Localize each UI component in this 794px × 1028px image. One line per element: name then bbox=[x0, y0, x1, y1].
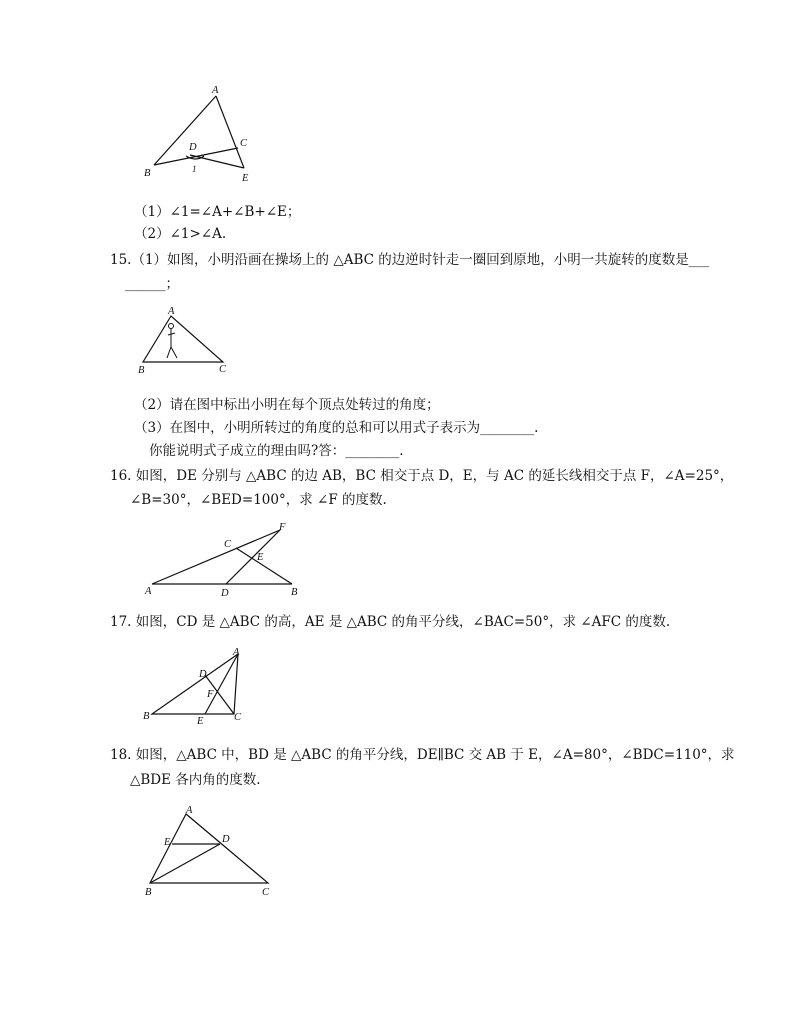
q14-label-C: C bbox=[240, 138, 248, 149]
q16-question-cont: ∠B=30°，∠BED=100°，求 ∠F 的度数. bbox=[130, 492, 387, 508]
q15-item3-cont: 你能说明式子成立的理由吗?答：________. bbox=[149, 443, 404, 459]
q18-label-B: B bbox=[145, 887, 152, 898]
q17-triangle bbox=[152, 654, 238, 714]
q18-label-E: E bbox=[164, 837, 171, 848]
q14-label-A: A bbox=[212, 85, 219, 96]
q16-seg-DF bbox=[226, 530, 280, 584]
q16-label-A: A bbox=[145, 586, 152, 597]
q17-label-B: B bbox=[143, 711, 150, 722]
q16-label-B: B bbox=[291, 587, 298, 598]
q18-question: 18. 如图，△ABC 中，BD 是 △ABC 的角平分线，DE∥BC 交 AB 于 E，∠A=80°，∠BDC=110°，求 bbox=[110, 747, 735, 763]
q17-question: 17. 如图，CD 是 △ABC 的高，AE 是 △ABC 的角平分线，∠BAC=50°，求 ∠AFC 的度数. bbox=[110, 614, 671, 630]
q14-label-E: E bbox=[242, 173, 249, 184]
q15-item3: （3）在图中，小明所转过的角度的总和可以用式子表示为________. bbox=[134, 420, 539, 436]
q15-label-C: C bbox=[219, 364, 227, 375]
q18-figure bbox=[140, 802, 280, 900]
q17-figure bbox=[140, 644, 252, 728]
q15-triangle bbox=[143, 316, 223, 362]
q16-label-E: E bbox=[257, 552, 264, 563]
q18-question-cont: △BDE 各内角的度数. bbox=[130, 772, 261, 788]
q17-label-F: F bbox=[207, 689, 214, 700]
q15-question: 15.（1）如图，小明沿画在操场上的 △ABC 的边逆时针走一圈回到原地，小明一共旋转的度数是___ bbox=[110, 252, 710, 268]
q15-figure bbox=[135, 304, 235, 376]
q16-label-F: F bbox=[279, 522, 286, 533]
q15-label-A: A bbox=[168, 306, 175, 317]
q18-label-C: C bbox=[262, 887, 270, 898]
q14-label-1: 1 bbox=[192, 164, 197, 174]
q16-figure bbox=[140, 520, 310, 600]
q14-seg-AE bbox=[216, 96, 244, 168]
q16-label-C: C bbox=[224, 539, 232, 550]
q14-item1: （1）∠1=∠A+∠B+∠E； bbox=[134, 204, 301, 220]
q18-label-A: A bbox=[186, 805, 193, 816]
q14-seg-DE bbox=[190, 155, 244, 168]
q15-label-B: B bbox=[138, 365, 145, 376]
q17-label-E: E bbox=[197, 716, 204, 727]
q17-label-A: A bbox=[233, 647, 240, 658]
q17-seg-AE bbox=[205, 654, 238, 714]
q14-label-D: D bbox=[189, 142, 197, 153]
q17-label-C: C bbox=[234, 712, 242, 723]
q18-label-D: D bbox=[222, 834, 230, 845]
q14-item2: （2）∠1>∠A. bbox=[134, 226, 227, 242]
q15-item2: （2）请在图中标出小明在每个顶点处转过的角度； bbox=[134, 397, 440, 413]
q16-label-D: D bbox=[221, 588, 229, 599]
q15-question-cont: ______； bbox=[125, 276, 179, 292]
walker-figure bbox=[167, 324, 177, 359]
q17-label-D: D bbox=[199, 669, 207, 680]
q14-figure bbox=[140, 82, 270, 192]
q14-label-B: B bbox=[144, 168, 151, 179]
q16-question: 16. 如图，DE 分别与 △ABC 的边 AB，BC 相交于点 D，E，与 AC 的延长线相交于点 F，∠A=25°， bbox=[110, 468, 734, 484]
